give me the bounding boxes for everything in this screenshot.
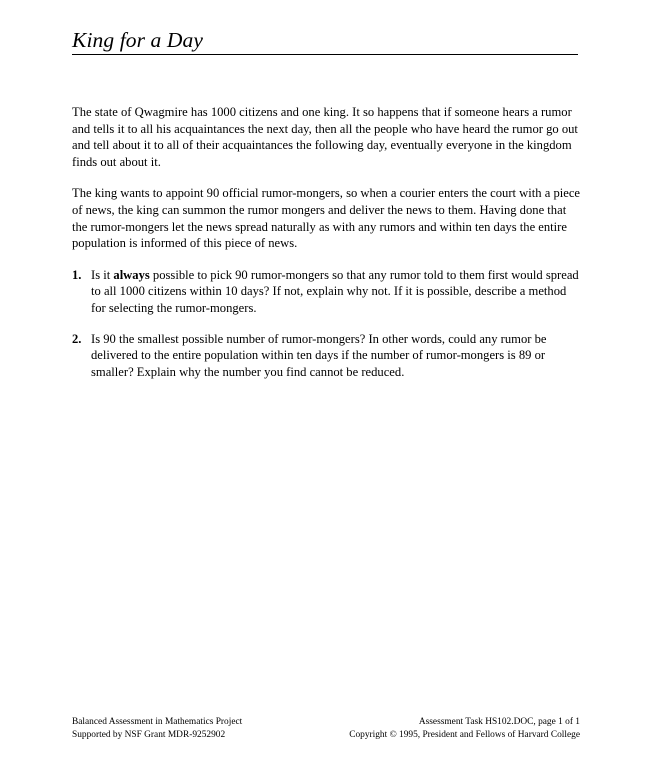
task-text-part-1: Is 90 the smallest possible number of rumor-mongers? In other words, could any rumor be delivered to the entire population within ten days if the number of rumor-mongers is 89 or smaller? Explain why the number you find cannot be reduced. <box>91 331 547 379</box>
task-item <box>72 331 580 381</box>
task-text-part-1: Is it <box>91 267 114 282</box>
footer-task-id: Assessment Task HS102.DOC, page 1 of 1 <box>418 717 580 727</box>
footer-left-column <box>72 716 242 742</box>
title-block <box>72 28 578 55</box>
footer-right-column <box>349 716 580 742</box>
body-paragraph-1: The state of Qwagmire has 1000 citizens and one king. It so happens that if someone hears a rumor and tells it to all his acquaintances the next day, then all the people who have heard the rumor go out and tell about it to all of their acquaintances the following day, eventually everyone in the kingdom finds out about it. <box>72 105 578 169</box>
footer-project-name: Balanced Assessment in Mathematics Project <box>72 717 243 727</box>
task-list <box>72 267 580 381</box>
task-marker: 1. <box>72 267 82 282</box>
task-item <box>72 267 580 317</box>
task-text-emphasis: always <box>113 267 150 282</box>
page-footer <box>72 716 580 742</box>
task-marker: 2. <box>72 331 82 346</box>
footer-grant-info: Supported by NSF Grant MDR-9252902 <box>72 730 226 740</box>
footer-copyright: Copyright © 1995, President and Fellows of Harvard College <box>349 730 580 740</box>
task-text-part-2: possible to pick 90 rumor-mongers so that any rumor told to them first would spread to all 1000 citizens within 10 days? If not, explain why not. If it is possible, describe a method for selecting the rumor-mongers. <box>91 267 579 315</box>
document-body <box>72 104 580 380</box>
title-divider <box>72 54 578 55</box>
body-paragraph-2: The king wants to appoint 90 official rumor-mongers, so when a courier enters the court with a piece of news, the king can summon the rumor mongers and deliver the news to them. Having done that the rumor-mongers let the news spread naturally as with any rumors and within ten days the entire population is informed of this piece of news. <box>72 186 581 251</box>
page-title: King for a Day <box>72 28 203 52</box>
